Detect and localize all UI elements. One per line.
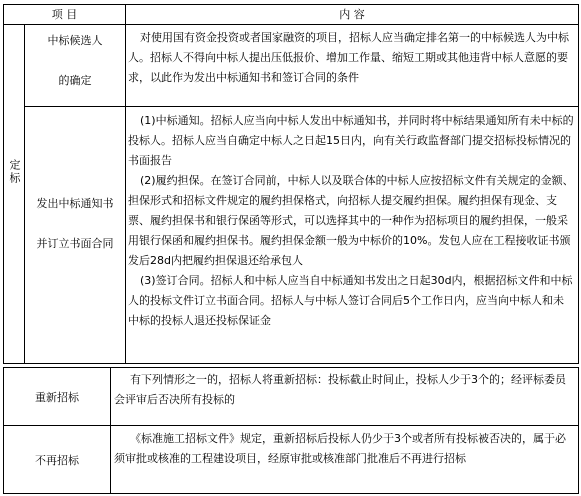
row1-title-cell (25, 25, 125, 106)
norebid-content-cell (114, 429, 574, 489)
lower-table-bottom-border (3, 493, 579, 494)
row2-para3 (128, 271, 574, 331)
section-label-dingbiao (4, 150, 24, 194)
row2-title-line2: 并订立书面合同 (36, 237, 114, 250)
title-column-divider (125, 24, 126, 364)
table-right-border (578, 4, 579, 364)
row1-title-line2: 的确定 (58, 74, 92, 87)
header-content-cell (126, 5, 578, 24)
rebid-title-cell (4, 368, 110, 425)
header-item-label: 项 目 (51, 7, 78, 21)
norebid-content-text: 《标准施工招标文件》规定，重新招标后投标人仍少于3个或者所有投标被否决的，属于必须审批或核准的工程建设项目，经原审批或核准部门批准后不再进行招标 (114, 432, 566, 465)
rebid-content-cell (114, 370, 574, 422)
upper-table-bottom-border (3, 363, 579, 364)
row2-para2 (128, 171, 574, 271)
norebid-title-cell (4, 426, 110, 493)
rebid-content-text: 有下列情形之一的，招标人将重新招标：投标截止时间止，投标人少于3个的；经评标委员会评审后否决所有投标的 (114, 373, 566, 406)
lower-table-column-divider (110, 367, 111, 494)
row2-para1 (128, 111, 574, 171)
row1-content-cell (128, 28, 574, 100)
row2-para1-text: (1)中标通知。招标人应当向中标人发出中标通知书，并同时将中标结果通知所有未中标的投标人。招标人应当自确定中标人之日起15日内，向有关行政监督部门提交招标投标情况的书面报告 (128, 114, 574, 167)
row1-title-line1: 中标候选人 (47, 34, 103, 47)
header-content-label: 内 容 (339, 7, 365, 21)
lower-table-right-border (578, 367, 579, 494)
norebid-title: 不再招标 (35, 453, 79, 467)
row2-content-cell (128, 111, 574, 359)
header-item-cell (4, 5, 125, 24)
rebid-title: 重新招标 (35, 390, 79, 404)
row2-para2-text: (2)履约担保。在签订合同前，中标人以及联合体的中标人应按招标文件有关规定的金额、担保形式和招标文件规定的履约担保格式，向招标人提交履约担保。履约担保有现金、支票、履约担保书和银行保函等形式，可以选择其中的一种作为招标项目的履约担保，一般采用银行保函和履约担保书。履约担保金额一般为中标价的10%。发包人应在工程接收证书颁发后28d内把履约担保退还给承包人 (128, 174, 574, 267)
row1-content-text: 对使用国有资金投资或者国家融资的项目，招标人应当确定排名第一的中标候选人为中标人。招标人不得向中标人提出压低报价、增加工作量、缩短工期或其他违背中标人意愿的要求，以此作为发出中标通知书和签订合同的条件 (128, 31, 569, 84)
row2-title-line1: 发出中标通知书 (36, 197, 114, 210)
row2-para3-text: (3)签订合同。招标人和中标人应当自中标通知书发出之日起30d内，根据招标文件和中标人的投标文件订立书面合同。招标人与中标人签订合同后5个工作日内，应当向中标人和未中标的投标人退还投标保证金 (128, 274, 573, 327)
row2-title-cell (25, 107, 125, 363)
section-label-text: 定标 (8, 159, 21, 185)
